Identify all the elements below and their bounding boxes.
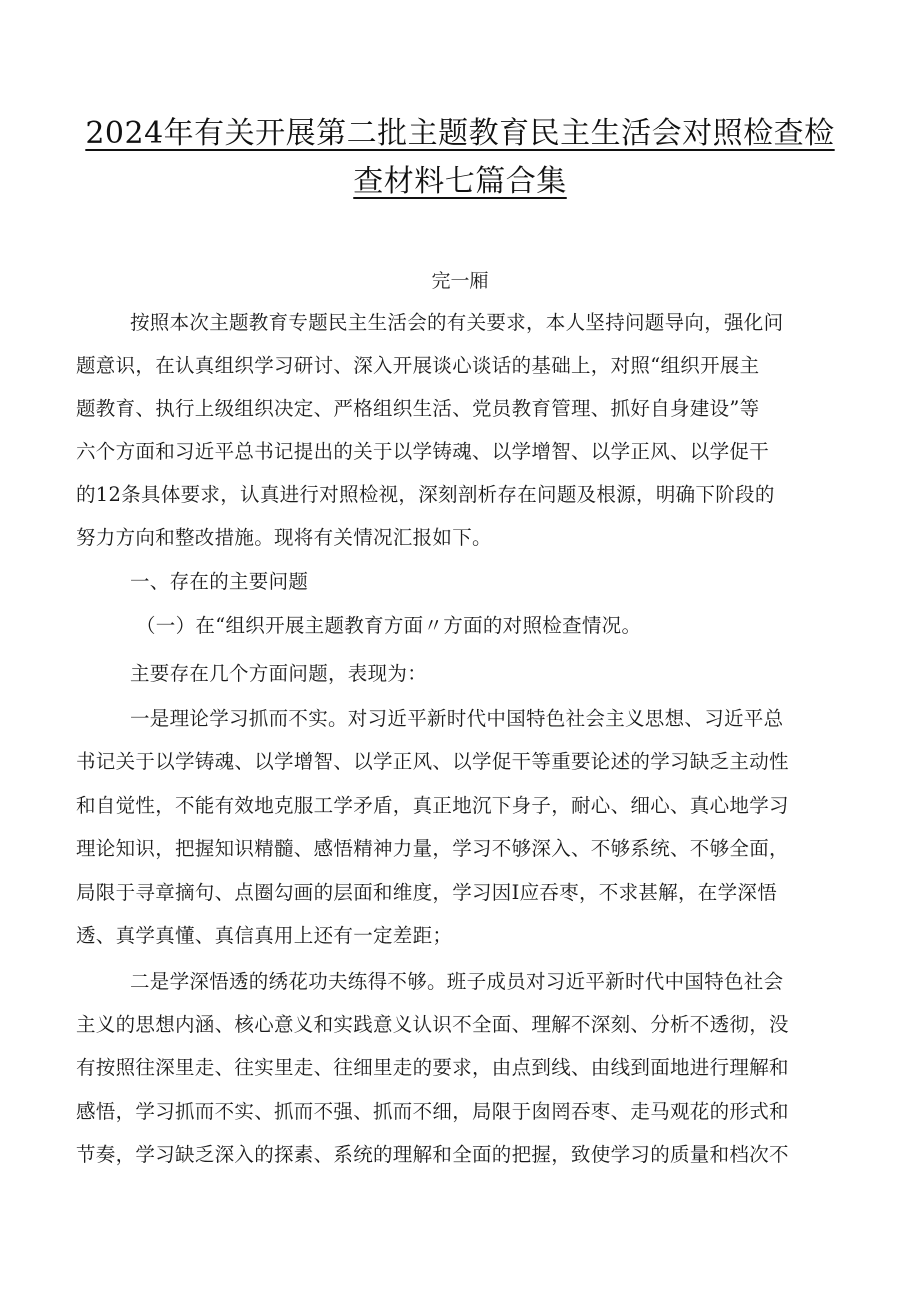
paragraph-line: 六个方面和习近平总书记提出的关于以学铸魂、以学增智、以学正风、以学促干 xyxy=(76,440,770,463)
paragraph-line: 主要存在几个方面问题，表现为： xyxy=(130,662,428,685)
paragraph-line: 一是理论学习抓而不实。对习近平新时代中国特色社会主义思想、习近平总 xyxy=(130,707,784,730)
paragraph-line: 局限于寻章摘句、点圈勾画的层面和维度，学习因I应吞枣，不求甚解，在学深悟 xyxy=(76,881,778,904)
paragraph-line: 题教育、执行上级组织决定、严格组织生活、党员教育管理、抓好自身建设”等 xyxy=(76,397,760,420)
paragraph-line: 书记关于以学铸魂、以学增智、以学正风、以学促干等重要论述的学习缺乏主动性 xyxy=(76,750,789,773)
paragraph-line: 透、真学真懂、真信真用上还有一定差距； xyxy=(76,924,453,947)
paragraph-line: 题意识，在认真组织学习研讨、深入开展谈心谈话的基础上，对照“组织开展主 xyxy=(76,354,760,377)
paragraph-line: 感悟，学习抓而不实、抓而不强、抓而不细，局限于囱罔吞枣、走马观花的形式和 xyxy=(76,1100,789,1123)
subsection-heading: （一）在“组织开展主题教育方面〃方面的对照检查情况。 xyxy=(136,614,642,637)
paragraph-line: 主义的思想内涵、核心意义和实践意义认识不全面、理解不深刻、分析不透彻，没 xyxy=(76,1013,789,1036)
document-title-line-1: 2024年有关开展第二批主题教育民主生活会对照检查检 xyxy=(85,116,835,151)
section-heading: 一、存在的主要问题 xyxy=(130,570,309,593)
paragraph-line: 理论知识，把握知识精髓、感悟精神力量，学习不够深入、不够系统、不够全面， xyxy=(76,837,789,860)
paragraph-line: 按照本次主题教育专题民主生活会的有关要求，本人坚持问题导向，强化问 xyxy=(130,311,784,334)
paragraph-line: 二是学深悟透的绣花功夫练得不够。班子成员对习近平新时代中国特色社会 xyxy=(130,970,784,993)
paragraph-line: 和自觉性，不能有效地克服工学矛盾，真正地沉下身子，耐心、细心、真心地学习 xyxy=(76,794,789,817)
paragraph-line: 努力方向和整改措施。现将有关情况汇报如下。 xyxy=(76,526,492,549)
paragraph-line: 节奏，学习缺乏深入的探素、系统的理解和全面的把握，致使学习的质量和档次不 xyxy=(76,1143,789,1166)
paragraph-line: 有按照往深里走、往实里走、往细里走的要求，由点到线、由线到面地进行理解和 xyxy=(76,1056,789,1079)
paragraph-line: 的12条具体要求，认真进行对照检视，深刻剖析存在问题及根源，明确下阶段的 xyxy=(76,483,775,506)
document-title-line-2: 查材料七篇合集 xyxy=(353,164,567,199)
section-label: 完一厢 xyxy=(431,270,489,292)
